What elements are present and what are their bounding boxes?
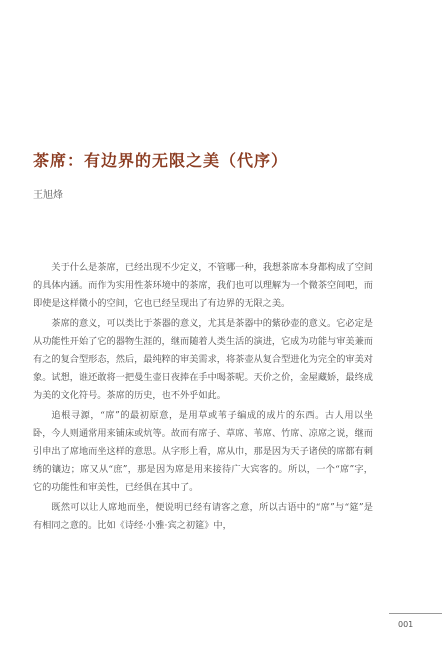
page-number-rule xyxy=(389,613,442,614)
paragraph: 关于什么是茶席，已经出现不少定义，不管哪一种，我想茶席本身都构成了空间的具体内涵。而作为实用性茶环境中的茶席，我们也可以理解为一个微茶空间吧，而即使是这样微小的空间，它也已经呈现出了有边界的无限之美。 xyxy=(33,262,373,310)
paragraph: 既然可以让人席地而坐，便说明已经有请客之意，所以古语中的“席”与“筵”是有相同之意的。比如《诗经·小雅·宾之初筵》中， xyxy=(33,501,373,531)
body-text xyxy=(33,259,373,536)
author-name: 王旭烽 xyxy=(33,190,63,201)
paragraph: 追根寻源，“席”的最初原意，是用草或苇子编成的成片的东西。古人用以坐卧，今人则通常用来铺床或炕等。故而有席子、草席、苇席、竹席、凉席之说，继而引申出了席地而坐这样的意思。从字形上看，席从巾，那是因为天子诸侯的席都有刺绣的镶边；席又从“庶”，那是因为席是用来接待广大宾客的。所以，一个“席”字，它的功能性和审美性，已经俱在其中了。 xyxy=(33,409,373,494)
chapter-title: 茶席：有边界的无限之美（代序） xyxy=(33,151,289,170)
paragraph: 茶席的意义，可以类比于茶器的意义，尤其是茶器中的紫砂壶的意义。它必定是从功能性开始了它的器物生涯的，继而随着人类生活的演进，它成为功能与审美兼而有之的复合型形态，然后，最纯粹的审美需求，将茶壶从复合型进化为完全的审美对象。试想，谁还敢将一把曼生壶日夜捧在手中喝茶呢。天价之价，金屋藏娇，最终成为美的文化符号。茶席的历史，也不外乎如此。 xyxy=(33,317,373,402)
page-number: 001 xyxy=(398,620,414,629)
